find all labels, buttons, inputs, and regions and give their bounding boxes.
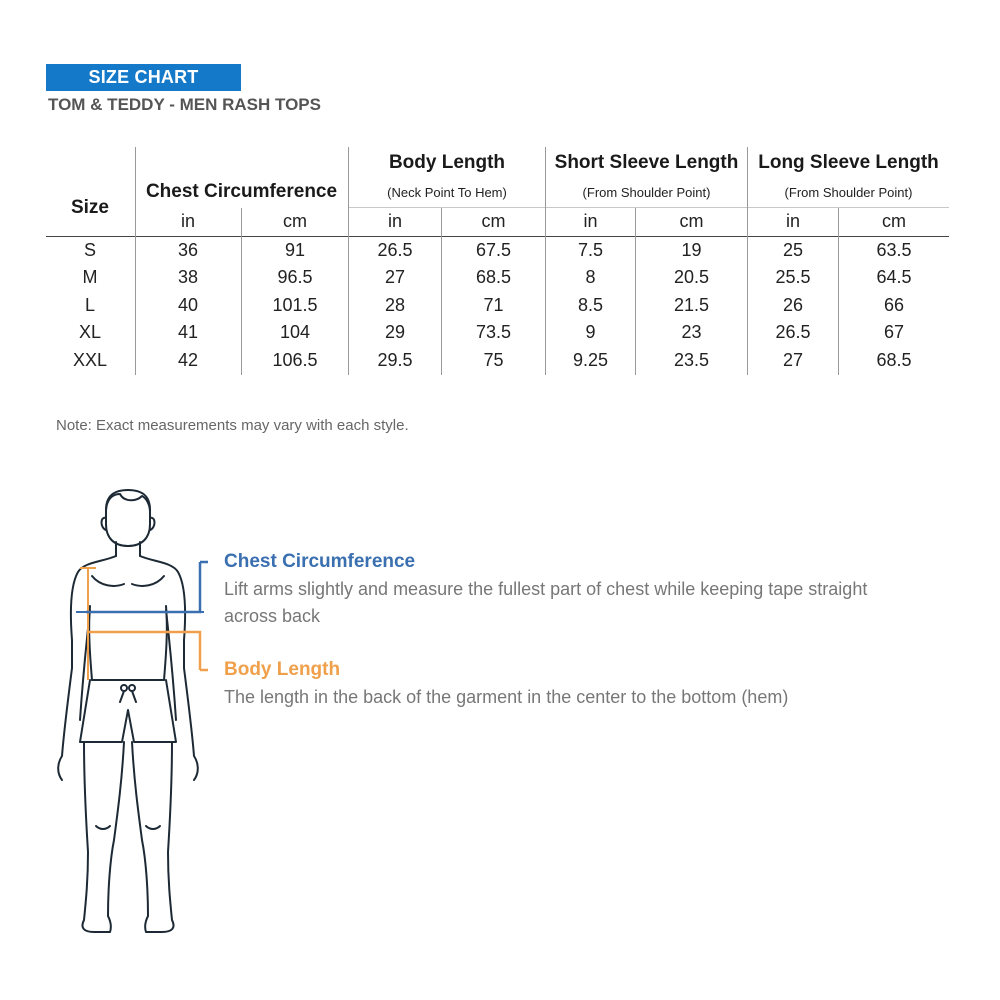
- size-cell: S: [83, 240, 96, 260]
- value-cell: 36: [177, 240, 199, 260]
- short-sleeve-length-header: Short Sleeve Length: [554, 152, 739, 173]
- body-length-description: The length in the back of the garment in the center to the bottom (hem): [224, 687, 789, 707]
- body-length-title: Body Length: [224, 659, 341, 680]
- value-cell: 91: [284, 240, 306, 260]
- value-cell: 104: [279, 322, 311, 342]
- value-cell: 9: [585, 322, 596, 342]
- value-cell: 27: [384, 267, 406, 287]
- value-cell: 63.5: [876, 240, 912, 260]
- size-header: Size: [70, 197, 110, 218]
- value-cell: 23.5: [673, 350, 710, 370]
- unit-cell: in: [180, 211, 195, 231]
- value-cell: 67.5: [475, 240, 512, 260]
- value-cell: 41: [177, 322, 199, 342]
- value-cell: 25: [782, 240, 804, 260]
- value-cell: 21.5: [673, 295, 710, 315]
- value-cell: 42: [177, 350, 199, 370]
- value-cell: 67: [883, 322, 905, 342]
- value-cell: 25.5: [775, 267, 811, 287]
- unit-cell: cm: [882, 211, 906, 231]
- long-sleeve-length-header: Long Sleeve Length: [758, 152, 939, 173]
- value-cell: 64.5: [876, 267, 912, 287]
- long-sleeve-length-subheader: (From Shoulder Point): [784, 185, 913, 200]
- value-cell: 26: [782, 295, 804, 315]
- value-cell: 28: [384, 295, 406, 315]
- value-cell: 66: [883, 295, 905, 315]
- value-cell: 9.25: [572, 350, 609, 370]
- value-cell: 8: [585, 267, 596, 287]
- value-cell: 23: [681, 322, 702, 342]
- unit-cell: in: [583, 211, 598, 231]
- chest-circumference-description: Lift arms slightly and measure the fullest part of chest while keeping tape straight across back: [224, 579, 868, 626]
- unit-cell: in: [387, 211, 402, 231]
- value-cell: 29: [384, 322, 406, 342]
- value-cell: 68.5: [876, 350, 912, 370]
- body-length-subheader: (Neck Point To Hem): [387, 185, 507, 200]
- value-cell: 71: [483, 295, 504, 315]
- measurement-note: Note: Exact measurements may vary with each style.: [56, 417, 409, 434]
- size-chart-badge: SIZE CHART: [46, 64, 241, 91]
- short-sleeve-length-subheader: (From Shoulder Point): [582, 185, 711, 200]
- value-cell: 75: [483, 350, 504, 370]
- value-cell: 73.5: [475, 322, 512, 342]
- unit-cell: cm: [283, 211, 307, 231]
- unit-cell: cm: [679, 211, 704, 231]
- value-cell: 29.5: [377, 350, 413, 370]
- value-cell: 26.5: [377, 240, 413, 260]
- chest-circumference-title: Chest Circumference: [224, 551, 416, 572]
- size-cell: XL: [78, 322, 102, 342]
- value-cell: 68.5: [475, 267, 512, 287]
- chest-circumference-header: Chest Circumference: [145, 181, 338, 202]
- value-cell: 101.5: [272, 295, 318, 315]
- size-cell: XXL: [72, 350, 108, 370]
- value-cell: 26.5: [775, 322, 811, 342]
- value-cell: 106.5: [272, 350, 318, 370]
- unit-cell: cm: [481, 211, 506, 231]
- value-cell: 38: [177, 267, 199, 287]
- value-cell: 8.5: [577, 295, 604, 315]
- page-subtitle: TOM & TEDDY - MEN RASH TOPS: [48, 95, 321, 114]
- size-cell: L: [84, 295, 95, 315]
- unit-cell: in: [785, 211, 800, 231]
- value-cell: 7.5: [577, 240, 604, 260]
- value-cell: 27: [782, 350, 804, 370]
- body-length-header: Body Length: [388, 152, 506, 173]
- value-cell: 40: [177, 295, 199, 315]
- value-cell: 20.5: [673, 267, 710, 287]
- value-cell: 96.5: [277, 267, 313, 287]
- value-cell: 19: [681, 240, 702, 260]
- size-cell: M: [82, 267, 98, 287]
